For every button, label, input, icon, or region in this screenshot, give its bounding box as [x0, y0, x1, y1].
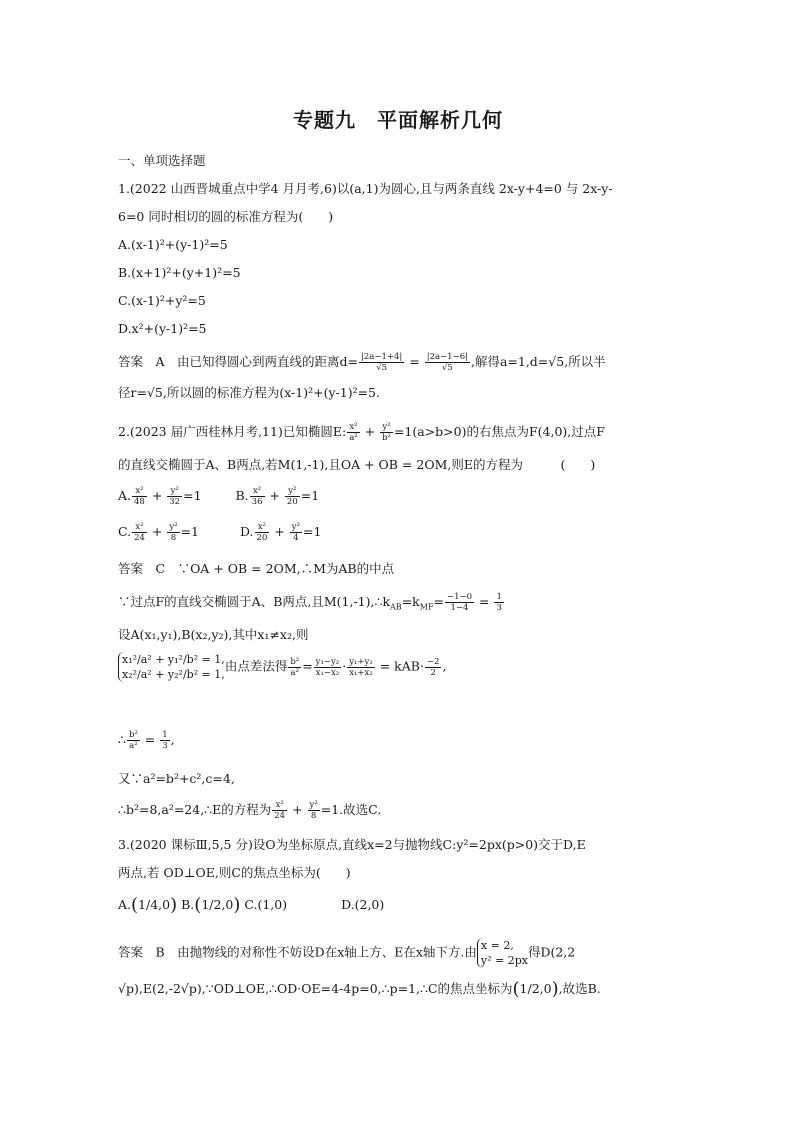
paren: (: [194, 894, 202, 916]
subscript: MF: [419, 602, 434, 612]
equals-one: =1: [180, 524, 199, 539]
equals-one: =1: [183, 488, 202, 503]
fraction: [272, 800, 287, 821]
q1-answer-text: 答案 A 由已知得圆心到两直线的距离d=: [118, 354, 359, 369]
q2-stem-line2: 的直线交椭圆于A、B两点,若M(1,-1),且OA + OB = 2OM,则E的方程为 ( ): [118, 457, 596, 472]
equals-one: =1: [303, 524, 322, 539]
numerator: y²: [285, 486, 300, 497]
q3-option-a-value: 1/4,0: [138, 897, 171, 912]
q3-stem-line1: 3.(2020 课标Ⅲ,5,5 分)设O为坐标原点,直线x=2与抛物线C:y²=2px(p>0)交于D,E: [118, 837, 586, 852]
q3-answer-line2: [118, 980, 601, 999]
system-equation-1: x = 2,: [480, 939, 514, 952]
denominator: 36: [251, 497, 263, 507]
fraction: [132, 486, 147, 507]
numerator: x²: [132, 522, 147, 533]
fraction: [285, 486, 300, 507]
fraction: [288, 657, 301, 678]
q3-stem-line2: 两点,若 OD⊥OE,则C的焦点坐标为( ): [118, 865, 351, 880]
denominator: x₁+x₂: [349, 667, 373, 678]
equals-sign: =: [433, 594, 444, 609]
numerator: x²: [132, 486, 147, 497]
denominator: x₁−x₂: [315, 667, 340, 678]
numerator: x²: [272, 800, 287, 811]
numerator: y²: [309, 800, 318, 810]
q2-answer-line4: x₁²/a² + y₁²/b² = 1, x₂²/a² + y₂²/b² = 1, 由点差法得 $\frac{\text{b²}}{\text{a²}}$ = $\frac{\text{y₁−y₂}}{\text{x₁−x₂}}$ · $\frac{\text{y₁+y₂}}{\text{x₁+x₂}}$ = kAB· $\frac{-2}{2}$ ,: [118, 652, 446, 682]
fraction: [167, 486, 182, 507]
denominator: 8: [170, 533, 177, 543]
plus-sign: +: [147, 524, 167, 539]
q2-answer-text: ,: [442, 658, 447, 674]
fraction: [290, 522, 302, 543]
q2-option-c-label: C.: [118, 524, 132, 539]
q2-option-b-label: B.: [235, 488, 249, 503]
q2-answer-text: = kAB·: [375, 658, 424, 674]
numerator: x²: [255, 522, 270, 533]
fraction: [255, 522, 270, 543]
q2-stem-text: 2.(2023 届广西桂林月考,11)已知椭圆E:: [118, 424, 347, 439]
q2-options-row2: [118, 522, 321, 543]
equation-system: [118, 652, 225, 682]
fraction: [167, 522, 179, 543]
q3-option-a-label: A.: [118, 897, 132, 912]
equals-sign: =: [140, 732, 160, 747]
q1-answer-line1: [118, 352, 606, 373]
section-heading: 一、单项选择题: [118, 153, 206, 168]
fraction: [314, 657, 342, 678]
q1-answer-text: ,解得a=1,d=√5,所以半: [470, 354, 606, 369]
q2-options-row1: [118, 486, 319, 507]
denominator: 3: [162, 741, 168, 751]
q3-option-b-value: 1/2,0: [201, 897, 234, 912]
q1-option-d: D.x²+(y-1)²=5: [118, 321, 207, 336]
equals-sign: =: [302, 658, 313, 674]
subscript: AB: [390, 602, 402, 612]
numerator: −1−0: [446, 592, 473, 602]
system-equation-1: x₁²/a² + y₁²/b² = 1,: [122, 653, 225, 666]
q3-option-b-label: B.: [181, 897, 195, 912]
q2-answer-text: =k: [401, 594, 420, 609]
equation-system: [477, 938, 528, 968]
q3-option-c: C.(1,0): [244, 897, 288, 912]
q2-answer-text: ∴b²=8,a²=24,∴E的方程为: [118, 802, 272, 817]
q2-option-d-label: D.: [239, 524, 254, 539]
denominator: 3: [496, 603, 502, 613]
paren: (: [131, 894, 139, 916]
paren: ): [551, 978, 559, 1000]
numerator: b²: [128, 730, 138, 740]
q2-stem-line1: [118, 422, 605, 443]
q2-answer-text: ∵过点F的直线交椭圆于A、B两点,且M(1,-1),∴k: [118, 594, 391, 609]
q2-answer-line7: [118, 800, 381, 821]
q3-answer-line1: [118, 938, 575, 968]
denominator: 4: [293, 533, 299, 543]
plus-sign: +: [288, 802, 307, 817]
q1-stem-line1: 1.(2022 山西晋城重点中学4 月月考,6)以(a,1)为圆心,且与两条直线 2x-y+4=0 与 2x-y-: [118, 181, 613, 196]
equals-sign: =: [405, 354, 424, 369]
q2-answer-line5: [118, 730, 175, 751]
fraction: [160, 730, 169, 751]
q1-option-b: B.(x+1)²+(y+1)²=5: [118, 265, 241, 280]
numerator: |2a−1−6|: [426, 352, 468, 362]
denominator: √5: [441, 363, 453, 373]
numerator: y²: [291, 522, 300, 532]
plus-sign: +: [270, 524, 289, 539]
denominator: 20: [256, 533, 268, 543]
q2-stem-text: =1(a>b>0)的右焦点为F(4,0),过点F: [393, 424, 605, 439]
denominator: a²: [129, 741, 138, 751]
plus-sign: +: [265, 488, 284, 503]
numerator: y²: [169, 522, 178, 532]
denominator: 24: [274, 811, 286, 821]
q2-answer-line6: 又∵a²=b²+c²,c=4,: [118, 771, 235, 786]
denominator: a²: [290, 667, 299, 678]
denominator: a²: [349, 433, 358, 443]
paren: ): [170, 894, 178, 916]
plus-sign: +: [360, 424, 380, 439]
fraction: [308, 800, 320, 821]
q2-option-a-label: A.: [118, 488, 132, 503]
fraction: [380, 422, 393, 443]
q1-option-a: A.(x-1)²+(y-1)²=5: [118, 237, 228, 252]
numerator: y²: [167, 486, 182, 497]
denominator: √5: [376, 363, 388, 373]
denominator: b²: [382, 433, 391, 443]
numerator: 1: [496, 592, 502, 602]
denominator: 2: [430, 667, 436, 678]
fraction: [132, 522, 147, 543]
paren: (: [512, 978, 520, 1000]
denominator: 1−4: [450, 603, 469, 613]
fraction: [127, 730, 140, 751]
q1-answer-line2: 径r=√5,所以圆的标准方程为(x-1)²+(y-1)²=5.: [118, 385, 380, 400]
therefore-sign: ∴: [118, 732, 126, 747]
q1-option-c: C.(x-1)²+y²=5: [118, 293, 206, 308]
system-equation-2: y² = 2px: [480, 954, 528, 967]
fraction: [347, 657, 375, 678]
q2-answer-text: ,: [170, 732, 175, 747]
q3-answer-text: ,故选B.: [558, 981, 601, 996]
numerator: y²: [380, 422, 393, 433]
denominator: 20: [286, 497, 298, 507]
q3-answer-text: √p),E(2,-2√p),∵OD⊥OE,∴OD·OE=4-4p=0,∴p=1,∴C的焦点坐标为: [118, 981, 513, 996]
numerator: y₁−y₂: [315, 656, 340, 667]
plus-sign: +: [147, 488, 167, 503]
equals-one: =1: [300, 488, 320, 503]
fraction: [347, 422, 359, 443]
fraction: [425, 657, 442, 678]
equals-sign: =: [475, 594, 494, 609]
denominator: 32: [169, 497, 181, 507]
q2-answer-text: 由点差法得: [224, 658, 288, 674]
fraction: [425, 352, 470, 373]
numerator: 1: [162, 730, 168, 740]
fraction: [250, 486, 265, 507]
paren: ): [233, 894, 241, 916]
numerator: y₁+y₂: [349, 656, 373, 667]
q2-answer-line2: [118, 592, 505, 617]
q3-options: [118, 896, 384, 915]
numerator: x²: [250, 486, 265, 497]
fraction: [445, 592, 474, 613]
q2-answer-line3: 设A(x₁,y₁),B(x₂,y₂),其中x₁≠x₂,则: [118, 627, 309, 642]
numerator: x²: [347, 422, 359, 433]
system-equation-2: x₂²/a² + y₂²/b² = 1,: [122, 668, 225, 681]
page-title: 专题九 平面解析几何: [293, 108, 503, 132]
denominator: 24: [134, 533, 145, 543]
q1-stem-line2: 6=0 同时相切的圆的标准方程为( ): [118, 209, 334, 224]
q3-focus-value: 1/2,0: [519, 981, 552, 996]
q3-answer-text: 答案 B 由抛物线的对称性不妨设D在x轴上方、E在x轴下方.由: [118, 944, 477, 960]
q3-option-d: D.(2,0): [341, 897, 385, 912]
numerator: −2: [426, 656, 440, 667]
q2-answer-line1: 答案 C ∵OA + OB = 2OM,∴M为AB的中点: [118, 561, 395, 576]
q3-answer-text: 得D(2,2: [527, 944, 576, 960]
denominator: 48: [134, 497, 145, 507]
fraction: [494, 592, 503, 613]
q2-answer-text: =1.故选C.: [320, 802, 382, 817]
numerator: b²: [290, 656, 300, 667]
numerator: |2a−1+4|: [361, 352, 403, 362]
denominator: 8: [310, 811, 317, 821]
fraction: [359, 352, 404, 373]
